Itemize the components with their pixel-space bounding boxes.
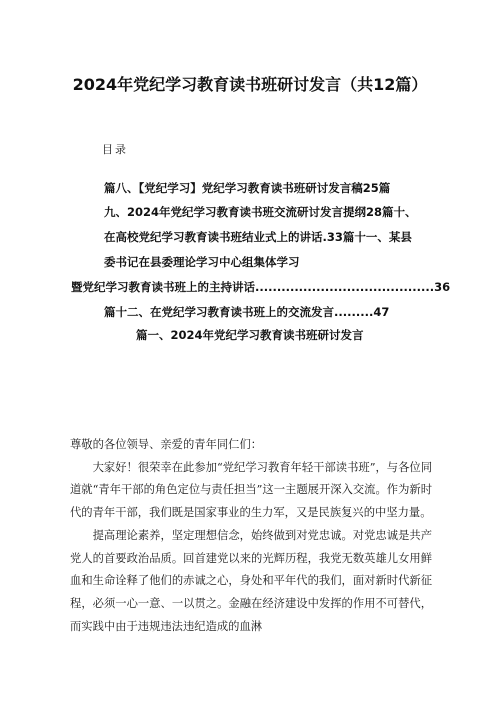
toc-line: 篇十二、在党纪学习教育读书班上的交流发言.........47 bbox=[104, 305, 390, 319]
toc-line: 篇八、【党纪学习】党纪学习教育读书班研讨发言稿25篇 bbox=[104, 181, 391, 195]
document-body bbox=[70, 434, 432, 638]
toc-line: 篇一、2024年党纪学习教育读书班研讨发言 bbox=[136, 328, 364, 342]
toc-line: 九、2024年党纪学习教育读书班交流研讨发言提纲28篇十、 bbox=[104, 205, 417, 219]
toc-line: 暨党纪学习教育读书班上的主持讲话.........................................36 bbox=[71, 280, 451, 294]
body-paragraph: 提高理论素养，坚定理想信念，始终做到对党忠诚。对党忠诚是共产党人的首要政治品质。回首建党以来的光辉历程，我党无数英雄儿女用鲜血和生命诠释了他们的赤诚之心，身处和平年代的我们，面对新时代新征程，必须一心一意、一以贯之。金融在经济建设中发挥的作用不可替代，而实践中由于违规违法违纪造成的血淋 bbox=[70, 528, 432, 633]
document-title: 2024年党纪学习教育读书班研讨发言（共12篇） bbox=[72, 75, 428, 94]
body-paragraph: 大家好！很荣幸在此参加“党纪学习教育年轻干部读书班”，与各位同道就“青年干部的角色定位与责任担当”这一主题展开深入交流。作为新时代的青年干部，我们既是国家事业的生力军，又是民族复兴的中坚力量。 bbox=[70, 460, 432, 520]
body-paragraph: 尊敬的各位领导、亲爱的青年同仁们： bbox=[70, 438, 263, 451]
toc-line: 在高校党纪学习教育读书班结业式上的讲话.33篇十一、某县 bbox=[104, 230, 412, 244]
toc-label: 目录 bbox=[102, 143, 128, 156]
toc-line: 委书记在县委理论学习中心组集体学习 bbox=[104, 255, 300, 269]
